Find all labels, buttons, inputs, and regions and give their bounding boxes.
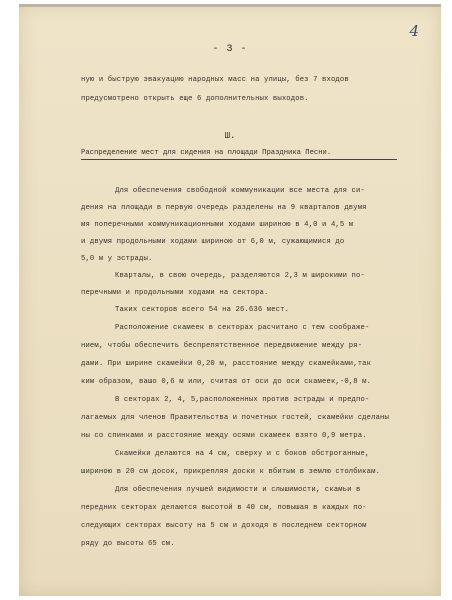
- paragraph-line: шириною в 20 см досок, прикрепляя доски к вбитым в землю столбикам.: [81, 468, 381, 476]
- paragraph-line: дами. При ширине скамейки 0,20 м, расстояние между скамейками,так: [81, 360, 372, 368]
- intro-line: предусмотрено открыть еще 6 дополнительных выходов.: [81, 95, 309, 103]
- paragraph-line: лагаемых для членов Правительства и почетных гостей, скамейки сделаны: [81, 414, 389, 422]
- paragraph-line: мя поперечными коммуникационными ходами шириною в 4,0 и 4,5 м: [81, 221, 354, 229]
- paragraph-line: Для обеспечения свободной коммуникации все места для си-: [115, 187, 365, 195]
- document-page: [19, 4, 441, 596]
- intro-line: ную и быструю эвакуацию народных масс на улицы, без 7 входов: [81, 76, 349, 84]
- paragraph-line: Кварталы, в свою очередь, разделяются 2,3 м широкими по-: [115, 272, 365, 280]
- paragraph-line: ким образом, вашо 0,6 м или, считая от оси до оси скамеек,-0,8 м.: [81, 378, 372, 386]
- paragraph-line: и двумя продольными ходами шириною от 6,0 м, сужающимися до: [81, 238, 345, 246]
- paragraph-line: ны со спинками и расстояние между осями скамеек взято 0,9 метра.: [81, 432, 367, 440]
- paragraph-line: В секторах 2, 4, 5,расположенных против эстрады и предпо-: [115, 396, 370, 404]
- section-number: Ш.: [224, 131, 236, 141]
- paragraph-line: перечными и продольными ходами на сектора.: [81, 289, 269, 297]
- paragraph-line: дения на площади в первую очередь разделены на 9 кварталов двумя: [81, 204, 367, 212]
- paragraph-line: ряду до высоты 65 см.: [81, 540, 175, 548]
- paragraph-line: нием, чтобы обеспечить беспрепятственное передвижение между ря-: [81, 342, 363, 350]
- page-number: - 3 -: [212, 44, 248, 55]
- paragraph-line: Скамейки делаются на 4 см, сверху и с боков обстроганные,: [115, 450, 370, 458]
- section-title: Распределение мест для сидения на площади Праздника Песни.: [81, 149, 397, 160]
- paragraph-line: Расположение скамеек в секторах расчитано с тем соображе-: [115, 324, 370, 332]
- paragraph-line: следующих секторах высоту на 5 см и доходя в последнем секторном: [81, 522, 367, 530]
- paragraph-line: Таких секторов всего 54 на 26.636 мест.: [115, 306, 290, 314]
- paragraph-line: передних секторах делаются высотой в 40 см, повышая в каждых по-: [81, 504, 367, 512]
- archive-page-number: 4: [409, 22, 419, 40]
- paragraph-line: Для обеспечения лучшей видимости и слышимости, скамьи в: [115, 486, 361, 494]
- paragraph-line: 5,0 м у эстрады.: [81, 255, 153, 263]
